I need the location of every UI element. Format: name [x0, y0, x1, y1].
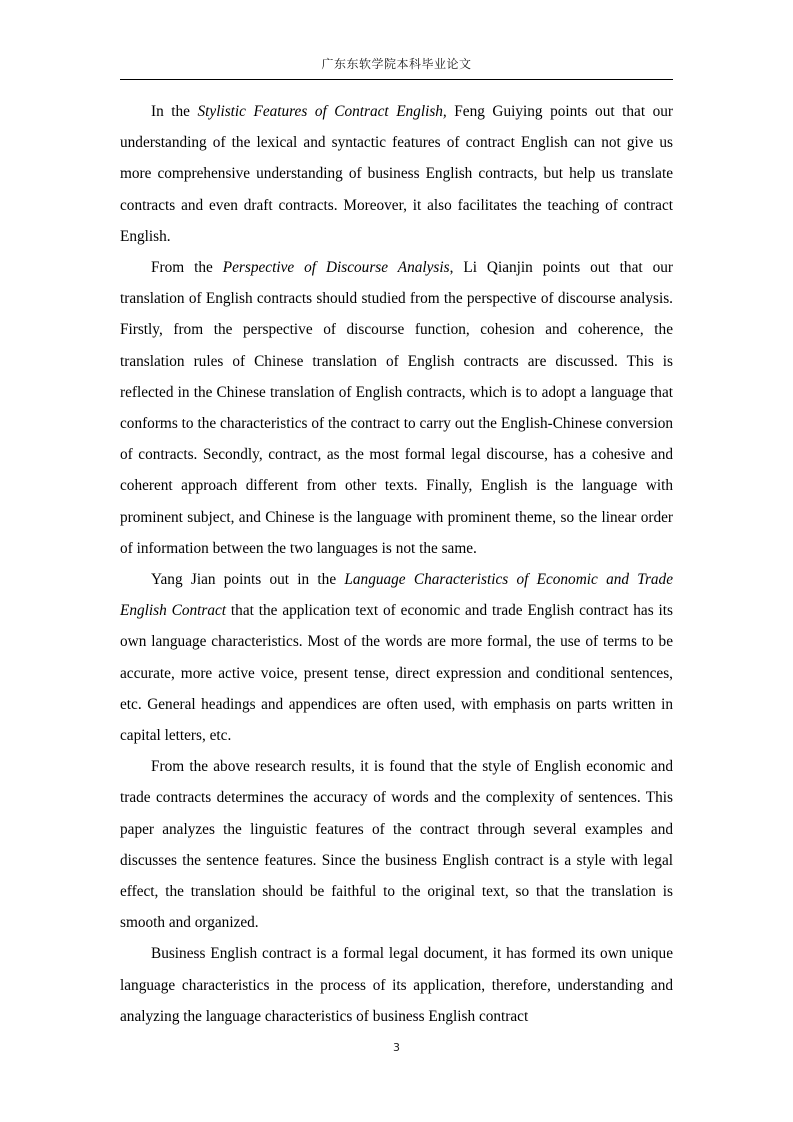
paragraph-research-results: From the above research results, it is found that the style of English economic and trade contracts determines the accuracy of words and the complexity of sentences. This paper analyzes the linguistic features of the contract through several examples and discusses the sentence features. Since the business English contract is a style with legal effect, the translation should be faithful to the original text, so that the translation is smooth and organized.	[120, 758, 673, 932]
paragraph-text: Yang Jian points out in the	[151, 571, 345, 589]
paragraph-text: From the	[151, 259, 223, 277]
paragraph-stylistic-features	[120, 96, 673, 252]
cited-work-title: Perspective of Discourse Analysis	[222, 259, 450, 277]
body-text	[120, 96, 673, 1032]
paragraph-text: In the	[151, 103, 198, 120]
paragraph-text: , Li Qianjin points out that our translation of English contracts should studied from the perspective of discourse analysis. Firstly, from the perspective of discourse function, cohesion and coherence, the translation rules of Chinese translation of English contracts are discussed. This is reflected in the Chinese translation of English contracts, which is to adopt a language that conforms to the characteristics of the contract to carry out the English-Chinese conversion of contracts. Secondly, contract, as the most formal legal discourse, has a cohesive and coherent approach different from other texts. Finally, English is the language with prominent subject, and Chinese is the language with prominent theme, so the linear order of information between the two languages is not the same.	[120, 259, 673, 557]
paragraph-text: that the application text of economic and trade English contract has its own language characteristics. Most of the words are more formal, the use of terms to be accurate, more active voice, present tense, direct expression and conditional sentences, etc. General headings and appendices are often used, with emphasis on parts written in capital letters, etc.	[120, 602, 673, 745]
page-header: 广东东软学院本科毕业论文	[321, 57, 472, 71]
header-divider	[120, 79, 673, 80]
paragraph-discourse-analysis	[120, 252, 673, 564]
cited-work-title: Language Characteristics of Economic and Trade English Contract	[120, 571, 673, 620]
paragraph-text: Feng Guiying points out that our understanding of the lexical and syntactic features of contract English can not give us more comprehensive understanding of business English contracts, but help us translate contracts and even draft contracts. Moreover, it also facilitates the teaching of contract English.	[120, 103, 673, 245]
paragraph-language-characteristics	[120, 564, 673, 751]
page-number: 3	[393, 1041, 400, 1054]
paragraph-business-contract: Business English contract is a formal legal document, it has formed its own unique language characteristics in the process of its application, therefore, understanding and analyzing the language characteristics of business English contract	[120, 945, 673, 1025]
cited-work-title: Stylistic Features of Contract English,	[197, 103, 447, 120]
